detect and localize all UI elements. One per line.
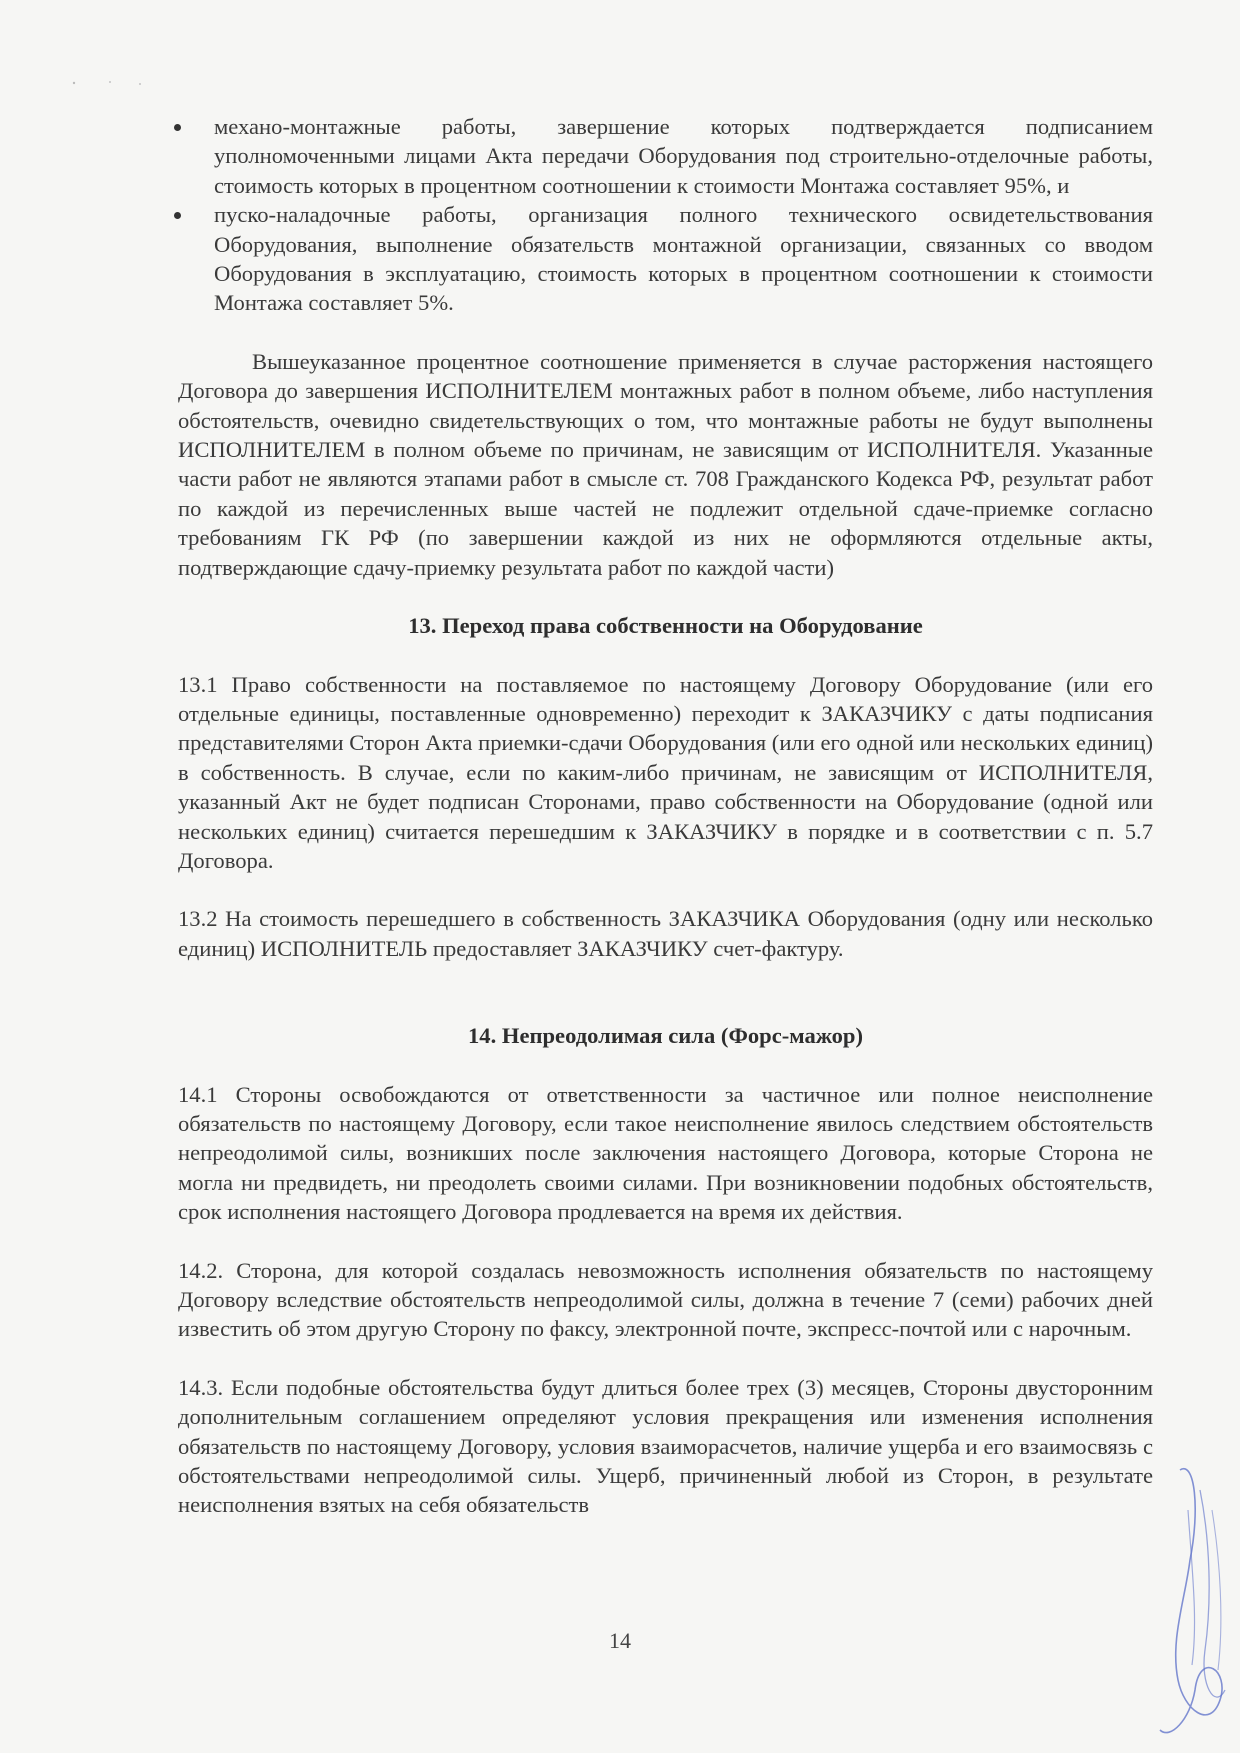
section-heading: 14. Непреодолимая сила (Форс-мажор) — [467, 1023, 864, 1049]
handwritten-signature — [1140, 1450, 1240, 1750]
paragraph: 13.1 Право собственности на поставляемое по настоящему Договору Оборудование (или его отдельные единицы, поставленные одновременно) переходит к ЗАКАЗЧИКУ с даты подписания представителями Сторон Акта приемки-сдачи Оборудования (или его одной или нескольких единиц) в собственность. В случае, если по каким-либо причинам, не зависящим от ИСПОЛНИТЕЛЯ, указанный Акт не будет подписан Сторонами, право собственности на Оборудование (одной или нескольких единиц) считается перешедшим к ЗАКАЗЧИКУ в порядке и в соответствии с п. 5.7 Договора. — [178, 671, 1153, 873]
document-body — [178, 112, 1153, 1520]
scan-artifact — [70, 78, 160, 88]
page-number: 14 — [609, 1628, 631, 1653]
paragraph: 14.1 Стороны освобождаются от ответственности за частичное или полное неисполнение обязательств по настоящему Договору, если такое неисполнение явилось следствием обстоятельств непреодолимой силы, возникших после заключения настоящего Договора, которые Сторона не могла ни предвидеть, ни преодолеть своими силами. При возникновении подобных обстоятельств, срок исполнения настоящего Договора продлевается на время их действия. — [178, 1081, 1153, 1225]
bullet-icon — [174, 212, 181, 219]
section-heading: 13. Переход права собственности на Оборудование — [408, 613, 923, 639]
list-item-text: пуско-наладочные работы, организация полного технического освидетельствования Оборудования, выполнение обязательств монтажной организации, связанных со вводом Оборудования в эксплуатацию, стоимость которых в процентном соотношении к стоимости Монтажа составляет 5%. — [214, 202, 1153, 316]
bullet-list — [178, 112, 1153, 318]
list-item-text: механо-монтажные работы, завершение которых подтверждается подписанием уполномоченными лицами Акта передачи Оборудования под строительно-отделочные работы, стоимость которых в процентном соотношении к стоимости Монтажа составляет 95%, и — [214, 114, 1153, 198]
paragraph: 14.2. Сторона, для которой создалась невозможность исполнения обязательств по настоящему Договору вследствие обстоятельств непреодолимой силы, должна в течение 7 (семи) рабочих дней известить об этом другую Сторону по факсу, электронной почте, экспресс-почтой или с нарочным. — [178, 1257, 1153, 1342]
paragraph: 14.3. Если подобные обстоятельства будут длиться более трех (3) месяцев, Стороны двусторонним дополнительным соглашением определяют условия прекращения или изменения исполнения обязательств по настоящему Договору, условия взаиморасчетов, наличие ущерба и его взаимосвязь с обстоятельствами непреодолимой силы. Ущерб, причиненный любой из Сторон, в результате неисполнения взятых на себя обязательств — [178, 1374, 1153, 1518]
paragraph: Вышеуказанное процентное соотношение применяется в случае расторжения настоящего Договора до завершения ИСПОЛНИТЕЛЕМ монтажных работ в полном объеме, либо наступления обстоятельств, очевидно свидетельствующих о том, что монтажные работы не будут выполнены ИСПОЛНИТЕЛЕМ в полном объеме по причинам, не зависящим от ИСПОЛНИТЕЛЯ. Указанные части работ не являются этапами работ в смысле ст. 708 Гражданского Кодекса РФ, результат работ по каждой из перечисленных выше частей не подлежит отдельной сдаче-приемке согласно требованиям ГК РФ (по завершении каждой из них не оформляются отдельные акты, подтверждающие сдачу-приемку результата работ по каждой части) — [178, 348, 1153, 580]
list-item — [178, 112, 1153, 200]
bullet-icon — [174, 124, 181, 131]
list-item — [178, 200, 1153, 318]
paragraph: 13.2 На стоимость перешедшего в собственность ЗАКАЗЧИКА Оборудования (одну или несколько единиц) ИСПОЛНИТЕЛЬ предоставляет ЗАКАЗЧИКУ счет-фактуру. — [178, 906, 1153, 961]
